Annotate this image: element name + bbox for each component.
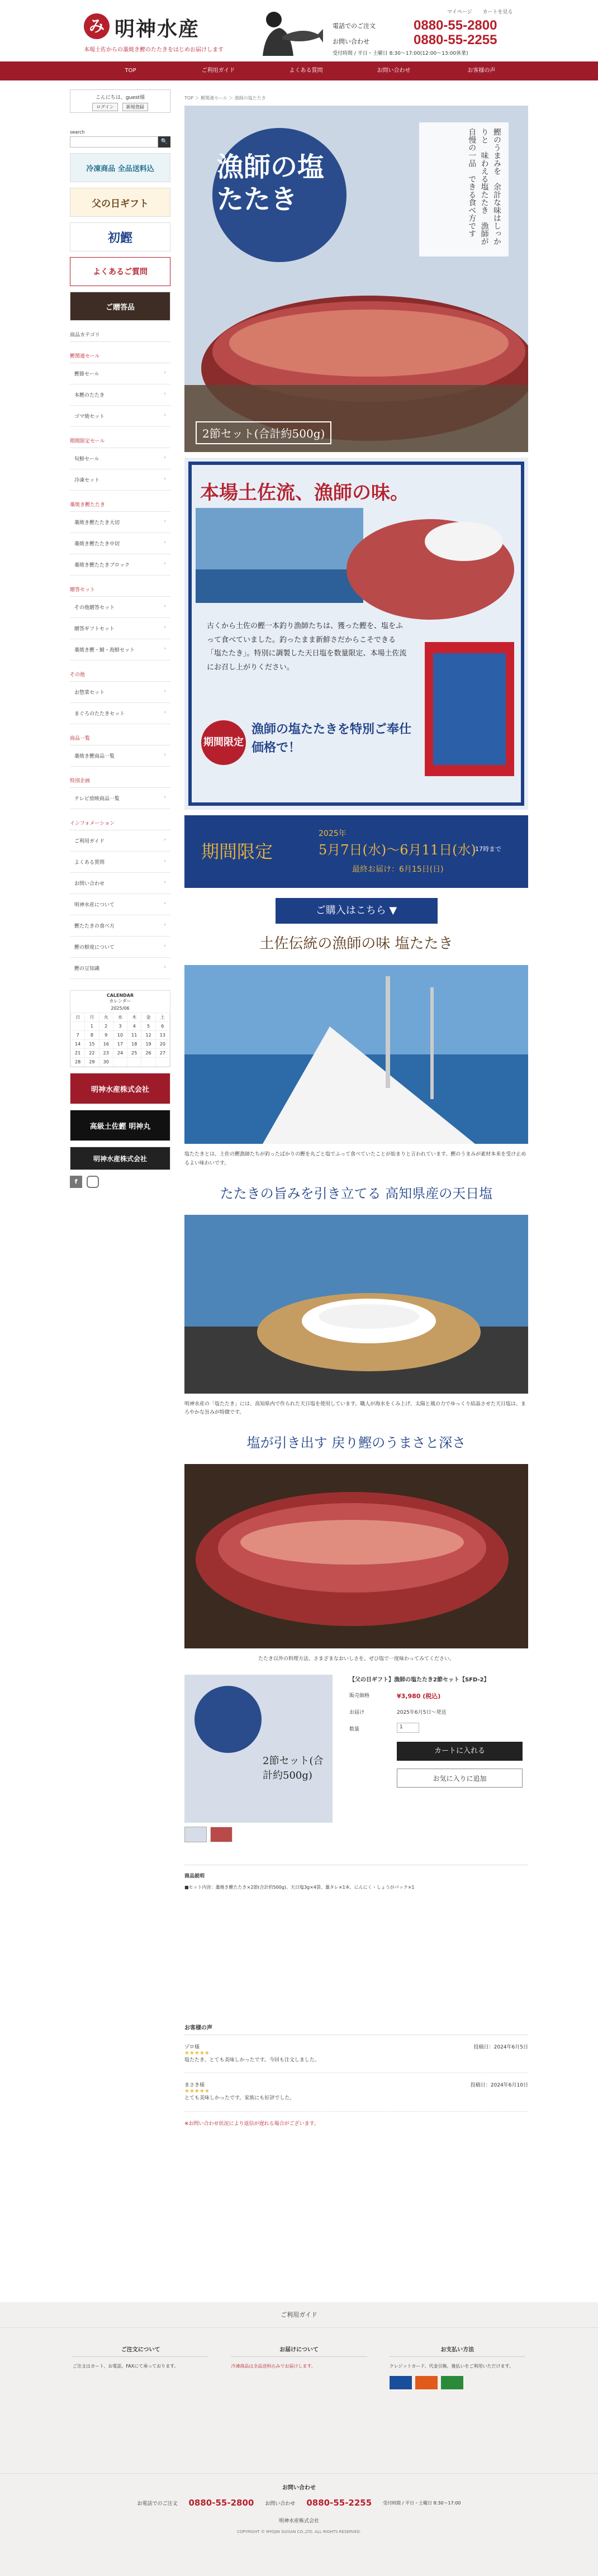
calendar-day-header: 日 [71,1013,85,1022]
calendar-title: CALENDAR [106,993,134,998]
sidebar-category-item[interactable]: 藁焼き鰹たたき大切 › [70,512,170,533]
sidebar-category-item[interactable]: 藁焼き鰹商品一覧 › [70,745,170,767]
sidebar-category-item[interactable]: よくある質問 › [70,852,170,873]
card-icon [390,2376,412,2389]
search-input[interactable] [70,136,158,148]
product-name: 【父の日ギフト】漁師の塩たたき2節セット【SFD-2】 [349,1677,490,1684]
product-price-label: 販売価格 [349,1693,370,1699]
site-header [0,0,598,61]
login-button[interactable]: ログイン [92,103,118,111]
business-hours: 受付時間 / 平日・土曜日 8:30〜17:00(12:00〜13:00休業) [333,51,468,56]
review-note: ※お問い合わせ状況により返信が遅れる場合がございます。 [184,2121,319,2127]
category-group-title: 藁焼き鰹たたき [70,501,170,512]
sidebar-category-item[interactable]: テレビ放映商品一覧 › [70,788,170,809]
copyright: COPYRIGHT © MYOJIN SUISAN CO.,LTD. ALL RIGHTS RESERVED. [236,2530,362,2535]
footer-guide-title: ご利用ガイド [0,2302,598,2328]
hero-honba-tosa [184,458,528,810]
review-date: 投稿日：2024年6月5日 [473,2045,528,2050]
boat-graphic [184,965,528,1144]
calendar-day-header: 水 [113,1013,127,1022]
search-label: search [70,130,85,135]
hero-shio-tataki [184,106,528,452]
category-group-title: 商品一覧 [70,734,170,745]
nav-top[interactable]: TOP [125,68,136,74]
calendar-day-header: 木 [127,1013,141,1022]
section3-text: たたき以外の料理方法、さまざまなおいしさを。ぜひ塩で一度味わってみてください。 [258,1656,454,1662]
product-image[interactable] [184,1675,333,1823]
quantity-input[interactable]: 1 [397,1723,419,1733]
hero1-text: 鰹のうまみを 余計な味はしっかりと 味わえる塩たたき 漁師が自慢の一品 できる食べ方です [419,122,509,256]
footer-col-text: ご注文はカート、お電話、FAXにて承っております。 [73,2364,179,2369]
sidebar-category-item[interactable]: 旬鮮セール › [70,448,170,469]
review-date: 投稿日：2024年6月10日 [470,2083,528,2089]
period-label: 期間限定 [201,841,273,862]
review-item [184,2081,528,2111]
product-box [184,1675,528,1842]
sidebar-category-item[interactable]: 鰹節セール › [70,363,170,384]
search-box [70,130,170,148]
calendar-sub: カレンダー [109,999,131,1004]
category-header: 商品カテゴリ [70,331,170,342]
inquiry-label: お問い合わせ [333,38,369,45]
period-time: 17時まで [475,845,501,853]
sidebar-category-item[interactable]: ゴマ焼セット › [70,406,170,427]
calendar [70,990,170,1067]
period-year: 2025年 [319,829,347,838]
banner-hatsugatsuo[interactable]: 初鰹 [70,222,170,251]
sidebar-category-item[interactable]: 本鰹のたたき › [70,384,170,406]
review-rating: ★★★★★ [184,2088,210,2095]
sidebar-category-item[interactable]: まぐろのたたきセット › [70,703,170,724]
review-user: まさき様 [184,2083,205,2089]
footer-col-text: クレジットカード、代金引換、後払いをご利用いただけます。 [389,2364,514,2369]
footer-col-title: ご注文について [73,2345,208,2357]
fisherman-illustration [251,6,324,59]
nav-voice[interactable]: お客様の声 [467,68,496,74]
mypage-link[interactable]: マイページ [447,9,472,15]
calendar-day-header: 火 [99,1013,113,1022]
banner-fathers-day[interactable]: 父の日ギフト [70,188,170,217]
review-item [184,2043,528,2073]
tataki-photo [184,1464,528,1648]
review-rating: ★★★★★ [184,2050,210,2056]
sidebar-category-item[interactable]: 明神水産について › [70,894,170,915]
footer-col-title: お支払い方法 [390,2345,525,2357]
login-greeting: こんにちは、guest様 [95,95,145,101]
limited-badge: 期間限定 [201,720,246,765]
footer-contact-title: お問い合わせ [282,2485,316,2492]
product-ship-label: お届け [349,1710,365,1716]
hero1-badge: 2節セット(合計約500g) [196,421,331,444]
main-content [184,95,528,1891]
banner-free-shipping[interactable]: 冷凍商品 全品送料込 [70,153,170,182]
hero2-text: 古くから土佐の鰹一本釣り漁師たちは、獲った鰹を、塩をふって食べていました。釣ったまま新鮮さだからこそできる「塩たたき」。特別に調製した天日塩を数量限定、本場土佐流にお召し上がりください。 [207,622,407,672]
product-ship: 2025年6月5日〜発送 [397,1710,447,1716]
sidebar-category-item[interactable]: ご利用ガイド › [70,830,170,852]
sidebar-category-item[interactable]: お問い合わせ › [70,873,170,894]
sidebar-category-item[interactable]: 藁焼き鰹たたきブロック › [70,554,170,576]
review-text: 塩たたき、とても美味しかったです。今回も注文しました。 [184,2057,320,2063]
product-qty-label: 数量 [349,1727,360,1733]
footer-order-phone[interactable]: 0880-55-2800 [188,2498,254,2508]
footer-hours: 受付時間 / 平日・土曜日 8:30〜17:00 [383,2500,461,2506]
main-nav [0,61,598,80]
sidebar-category-item[interactable]: 鰹の鮮度について › [70,937,170,958]
product-badge: 2節セット(合計約500g) [263,1755,324,1782]
section1-title: 土佐伝統の漁師の味 塩たたき [259,935,453,952]
footer-columns [0,2328,598,2389]
section3-title: 塩が引き出す 戻り鰹のうまさと深さ [246,1435,466,1451]
footer-company: 明神水産株式会社 [278,2518,319,2525]
desc-title: 商品説明 [184,1874,205,1880]
hero2-title: 本場土佐流、漁師の味。 [200,482,409,504]
category-group-title: 特別企画 [70,777,170,788]
reviews [184,2023,528,2127]
category-group-title: 期間限定セール [70,437,170,448]
calendar-day-header: 土 [155,1013,169,1022]
order-label: 電話でのご注文 [333,22,376,30]
footer-inquiry-phone[interactable]: 0880-55-2255 [306,2498,372,2508]
banner-myojinmaru[interactable]: 高級土佐鰹 明神丸 [70,1110,170,1141]
calendar-day-header: 金 [141,1013,155,1022]
nav-contact[interactable]: お問い合わせ [377,68,411,74]
section2-text: 明神水産の「塩たたき」には、高知県内で作られた天日塩を使用しています。職人が海水をくみ上げ、太陽と風の力でゆっくり結晶させた天日塩は、まろやかな旨みが特徴です。 [184,1401,526,1415]
sidebar [70,89,170,1188]
nav-faq[interactable]: よくある質問 [289,68,323,74]
period-delivery: 最終お届け：6月15日(日) [352,865,444,874]
sidebar-category-item[interactable]: 藁焼き鰹たたき中切 › [70,533,170,554]
breadcrumb: TOP ＞ 鰹関連セール ＞ 漁師の塩たたき [184,96,266,101]
footer-col-title: お届けについて [231,2345,367,2357]
sidebar-category-item[interactable]: その他贈答セット › [70,597,170,618]
footer-inquiry-label: お問い合わせ [265,2501,296,2507]
banner-company[interactable]: 明神水産株式会社 [70,1073,170,1104]
cart-link[interactable]: カートを見る [482,9,513,15]
payment-icons [390,2376,525,2389]
category-group-title: インフォメーション [70,819,170,830]
footer-col-text: 冷凍商品は全品送料込みでお届けします。 [231,2364,316,2369]
salt-graphic [184,1215,528,1394]
card-icon [415,2376,438,2389]
section1-text: 塩たたきとは、土佐の鰹漁師たちが釣ったばかりの鰹を丸ごと塩でふって食べていたことが始まりと言われています。鰹のうまみが素材本来を受け止めるよい味わいです。 [184,1152,526,1166]
boat-photo [184,965,528,1144]
salt-photo [184,1215,528,1394]
logo-name[interactable]: 明神水産 [115,17,200,41]
tagline: 本場土佐からの藁焼き鰹のたたきをはじめお届けします [84,47,224,53]
tataki-graphic [184,1464,528,1648]
product-thumb-2[interactable] [210,1827,232,1842]
product-price: ¥3,980 (税込) [397,1693,441,1700]
hero1-title: 漁師の塩たたき [217,151,325,215]
social-icons [70,1176,170,1188]
register-button[interactable]: 新規登録 [122,103,148,111]
category-group-title: 贈答セット [70,586,170,597]
banner-gift[interactable]: ご贈答品 [70,292,170,321]
site-footer [0,2302,598,2576]
facebook-icon[interactable]: f [70,1176,82,1188]
period-dates: 5月7日(水)〜6月11日(水) [319,842,476,858]
footer-order-label: お電話でのご注文 [137,2501,178,2507]
buy-now-button[interactable]: ご購入はこちら ▼ [276,898,438,924]
nav-guide[interactable]: ご利用ガイド [201,68,235,74]
calendar-month: 2025/06 [111,1006,130,1011]
card-icon [441,2376,463,2389]
banner-company-2[interactable]: 明神水産株式会社 [70,1147,170,1170]
logo-mark[interactable]: み [84,13,110,39]
sidebar-category-item[interactable]: 鰹の豆知識 › [70,958,170,979]
calendar-grid: 日 月 火 水 木 金 土 1 2 3 4 5 6 7 8 9 10 11 12 13 14 15 16 17 18 19 20 21 22 23 24 25 26 27 28 29 30 [70,1013,170,1067]
product-thumb-1[interactable] [184,1827,207,1842]
banner-faq[interactable]: よくあるご質問 [70,257,170,286]
sidebar-category-item[interactable]: 藁焼き鰹・鯖・海鮮セット › [70,639,170,660]
instagram-icon[interactable] [87,1176,99,1188]
inquiry-phone[interactable]: 0880-55-2255 [414,32,497,47]
period-box [184,815,528,888]
hero2-promo: 漁師の塩たたきを特別ご奉仕価格で！ [251,722,412,755]
review-user: ゾロ様 [184,2045,200,2050]
sidebar-category-item[interactable]: 冷凍セット › [70,469,170,491]
calendar-day-header: 月 [85,1013,99,1022]
add-to-cart-button[interactable]: カートに入れる [397,1742,523,1761]
category-group-title: 鰹関連セール [70,352,170,363]
favorite-button[interactable]: お気に入りに追加 [397,1769,523,1788]
sidebar-category-item[interactable]: 鰹たたきの食べ方 › [70,915,170,937]
order-phone[interactable]: 0880-55-2800 [414,18,497,33]
login-box [70,89,170,113]
section2-title: たたきの旨みを引き立てる 高知県産の天日塩 [220,1185,493,1201]
product-description [184,1865,528,1891]
sidebar-category-item[interactable]: 贈答ギフトセット › [70,618,170,639]
category-group-title: その他 [70,671,170,682]
review-text: とても美味しかったです。家族にも好評でした。 [184,2095,295,2102]
review-title: お客様の声 [184,2023,528,2035]
desc-text: ■セット内容：藁焼き鰹たたき×2節(合計約500g)、天日塩3g×4袋、藁タレ×1本、にんにく・しょうがパック×1 [184,1885,415,1890]
footer-contact [0,2473,598,2534]
sidebar-category-item[interactable]: お惣菜セット › [70,682,170,703]
header-links [447,8,522,15]
search-button[interactable]: 🔍 [158,136,170,148]
